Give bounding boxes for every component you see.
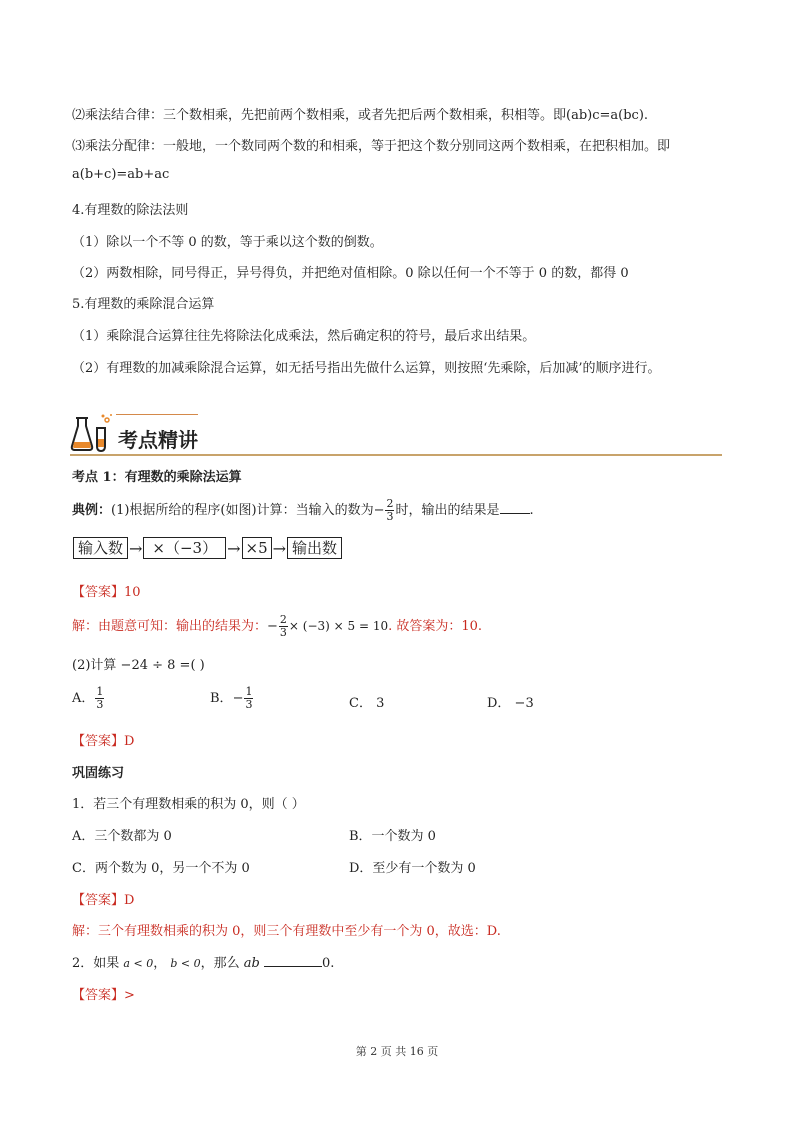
text-division-rule-2: （2）两数相除，同号得正，异号得负，并把绝对值相除。0 除以任何一个不等于 0 的数，都得 0: [72, 266, 629, 281]
answer-4: 【答案】>: [72, 988, 135, 1003]
solution-expression: × (−3) × 5 = 10: [288, 619, 389, 633]
flow-arrow-icon: →: [129, 538, 143, 558]
q2-variable: ab: [243, 956, 260, 971]
option-c: C． 3: [349, 696, 385, 711]
section-rule: [70, 454, 722, 456]
flow-arrow-icon: →: [272, 538, 287, 558]
example-minus: −: [373, 503, 385, 518]
example-text-before: (1)根据所给的程序(如图)计算：当输入的数为: [111, 503, 374, 518]
program-flowchart: [73, 537, 342, 559]
text-mixed-rule-2: （2）有理数的加减乘除混合运算，如无括号指出先做什么运算，则按照‘先乘除，后加减’的顺序进行。: [72, 361, 661, 376]
answer-1: 【答案】10: [72, 585, 141, 600]
flow-arrow-icon: →: [227, 538, 241, 558]
option-a: [72, 686, 105, 711]
q2-mid: ，那么: [200, 956, 240, 971]
example-1: [72, 498, 534, 523]
practice-option-a: A．三个数都为 0: [72, 829, 172, 844]
text-distributive-formula: a(b+c)=ab+ac: [72, 167, 170, 182]
option-b-fraction: [244, 686, 253, 711]
practice-title: 巩固练习: [72, 766, 125, 781]
q2-condition-a: a < 0: [123, 957, 154, 970]
question-2: [72, 654, 205, 673]
text-mixed-rule-1: （1）乘除混合运算往往先将除法化成乘法，然后确定积的符号，最后求出结果。: [72, 329, 536, 344]
option-b: [210, 686, 254, 711]
flow-multiply-neg3-box: ×（−3）: [143, 537, 226, 559]
text-division-rule-1: （1）除以一个不等 0 的数，等于乘以这个数的倒数。: [72, 235, 383, 250]
example-period: .: [529, 503, 534, 518]
fraction-numerator: 1: [245, 685, 253, 698]
fraction-numerator: 2: [386, 497, 394, 510]
question-2-paren: ( ): [190, 658, 205, 673]
answer-2: 【答案】D: [72, 734, 135, 749]
answer-blank: [500, 501, 530, 514]
fraction-numerator: 1: [96, 685, 104, 698]
page-footer: 第 2 页 共 16 页: [355, 1045, 439, 1058]
section-title: 考点精讲: [118, 428, 198, 452]
solution-1: [72, 614, 482, 639]
section-header: [70, 412, 722, 456]
fraction-two-thirds: [385, 498, 394, 523]
kaodian-title: 考点 1：有理数的乘除法运算: [72, 470, 242, 485]
flow-output-box: 输出数: [287, 537, 342, 559]
option-a-label: A．: [72, 691, 95, 706]
option-b-label: B．: [210, 691, 233, 706]
q2-prefix: 2．如果: [72, 956, 120, 971]
flow-multiply-5-box: ×5: [242, 537, 272, 559]
practice-option-c: C．两个数为 0，另一个不为 0: [72, 861, 250, 876]
practice-question-2: [72, 952, 334, 971]
section-top-line: [116, 414, 198, 415]
solution-minus: −: [267, 619, 278, 634]
solution-3: 解：三个有理数相乘的积为 0，则三个有理数中至少有一个为 0，故选：D.: [72, 924, 501, 939]
example-text-after: 时，输出的结果是: [395, 503, 500, 518]
fraction-denominator: 3: [386, 510, 394, 523]
practice-question-1: 1．若三个有理数相乘的积为 0，则（ ）: [72, 797, 305, 812]
fraction-denominator: 3: [96, 698, 104, 711]
fraction-numerator: 2: [279, 613, 287, 626]
solution-prefix: 解：由题意可知：输出的结果为：: [72, 619, 268, 634]
solution-suffix: . 故答案为：10.: [388, 619, 483, 634]
option-b-minus: −: [232, 691, 244, 706]
q2-condition-b: b < 0: [170, 957, 201, 970]
example-label: 典例：: [72, 503, 112, 518]
fraction-denominator: 3: [279, 626, 287, 639]
flow-input-box: 输入数: [73, 537, 128, 559]
answer-3: 【答案】D: [72, 893, 135, 908]
lab-flask-icon: [70, 412, 114, 454]
question-2-text: (2)计算 −24 ÷ 8 =: [72, 658, 191, 673]
text-associative-law: ⑵乘法结合律：三个数相乘，先把前两个数相乘，或者先把后两个数相乘，积相等。即(ab)c=a(bc).: [72, 108, 649, 123]
option-a-fraction: [95, 686, 104, 711]
q2-suffix: 0.: [321, 956, 335, 971]
practice-option-d: D．至少有一个数为 0: [349, 861, 476, 876]
practice-option-b: B．一个数为 0: [349, 829, 436, 844]
heading-division-rule: 4.有理数的除法法则: [72, 203, 189, 218]
q2-blank: [264, 954, 322, 967]
text-distributive-law: ⑶乘法分配律：一般地，一个数同两个数的和相乘，等于把这个数分别同这两个数相乘，在把积相加。即: [72, 139, 671, 154]
fraction-denominator: 3: [245, 698, 253, 711]
heading-mixed-operations: 5.有理数的乘除混合运算: [72, 297, 215, 312]
option-d: D． −3: [487, 696, 534, 711]
fraction-two-thirds: [279, 614, 288, 639]
q2-separator: ，: [153, 956, 167, 971]
